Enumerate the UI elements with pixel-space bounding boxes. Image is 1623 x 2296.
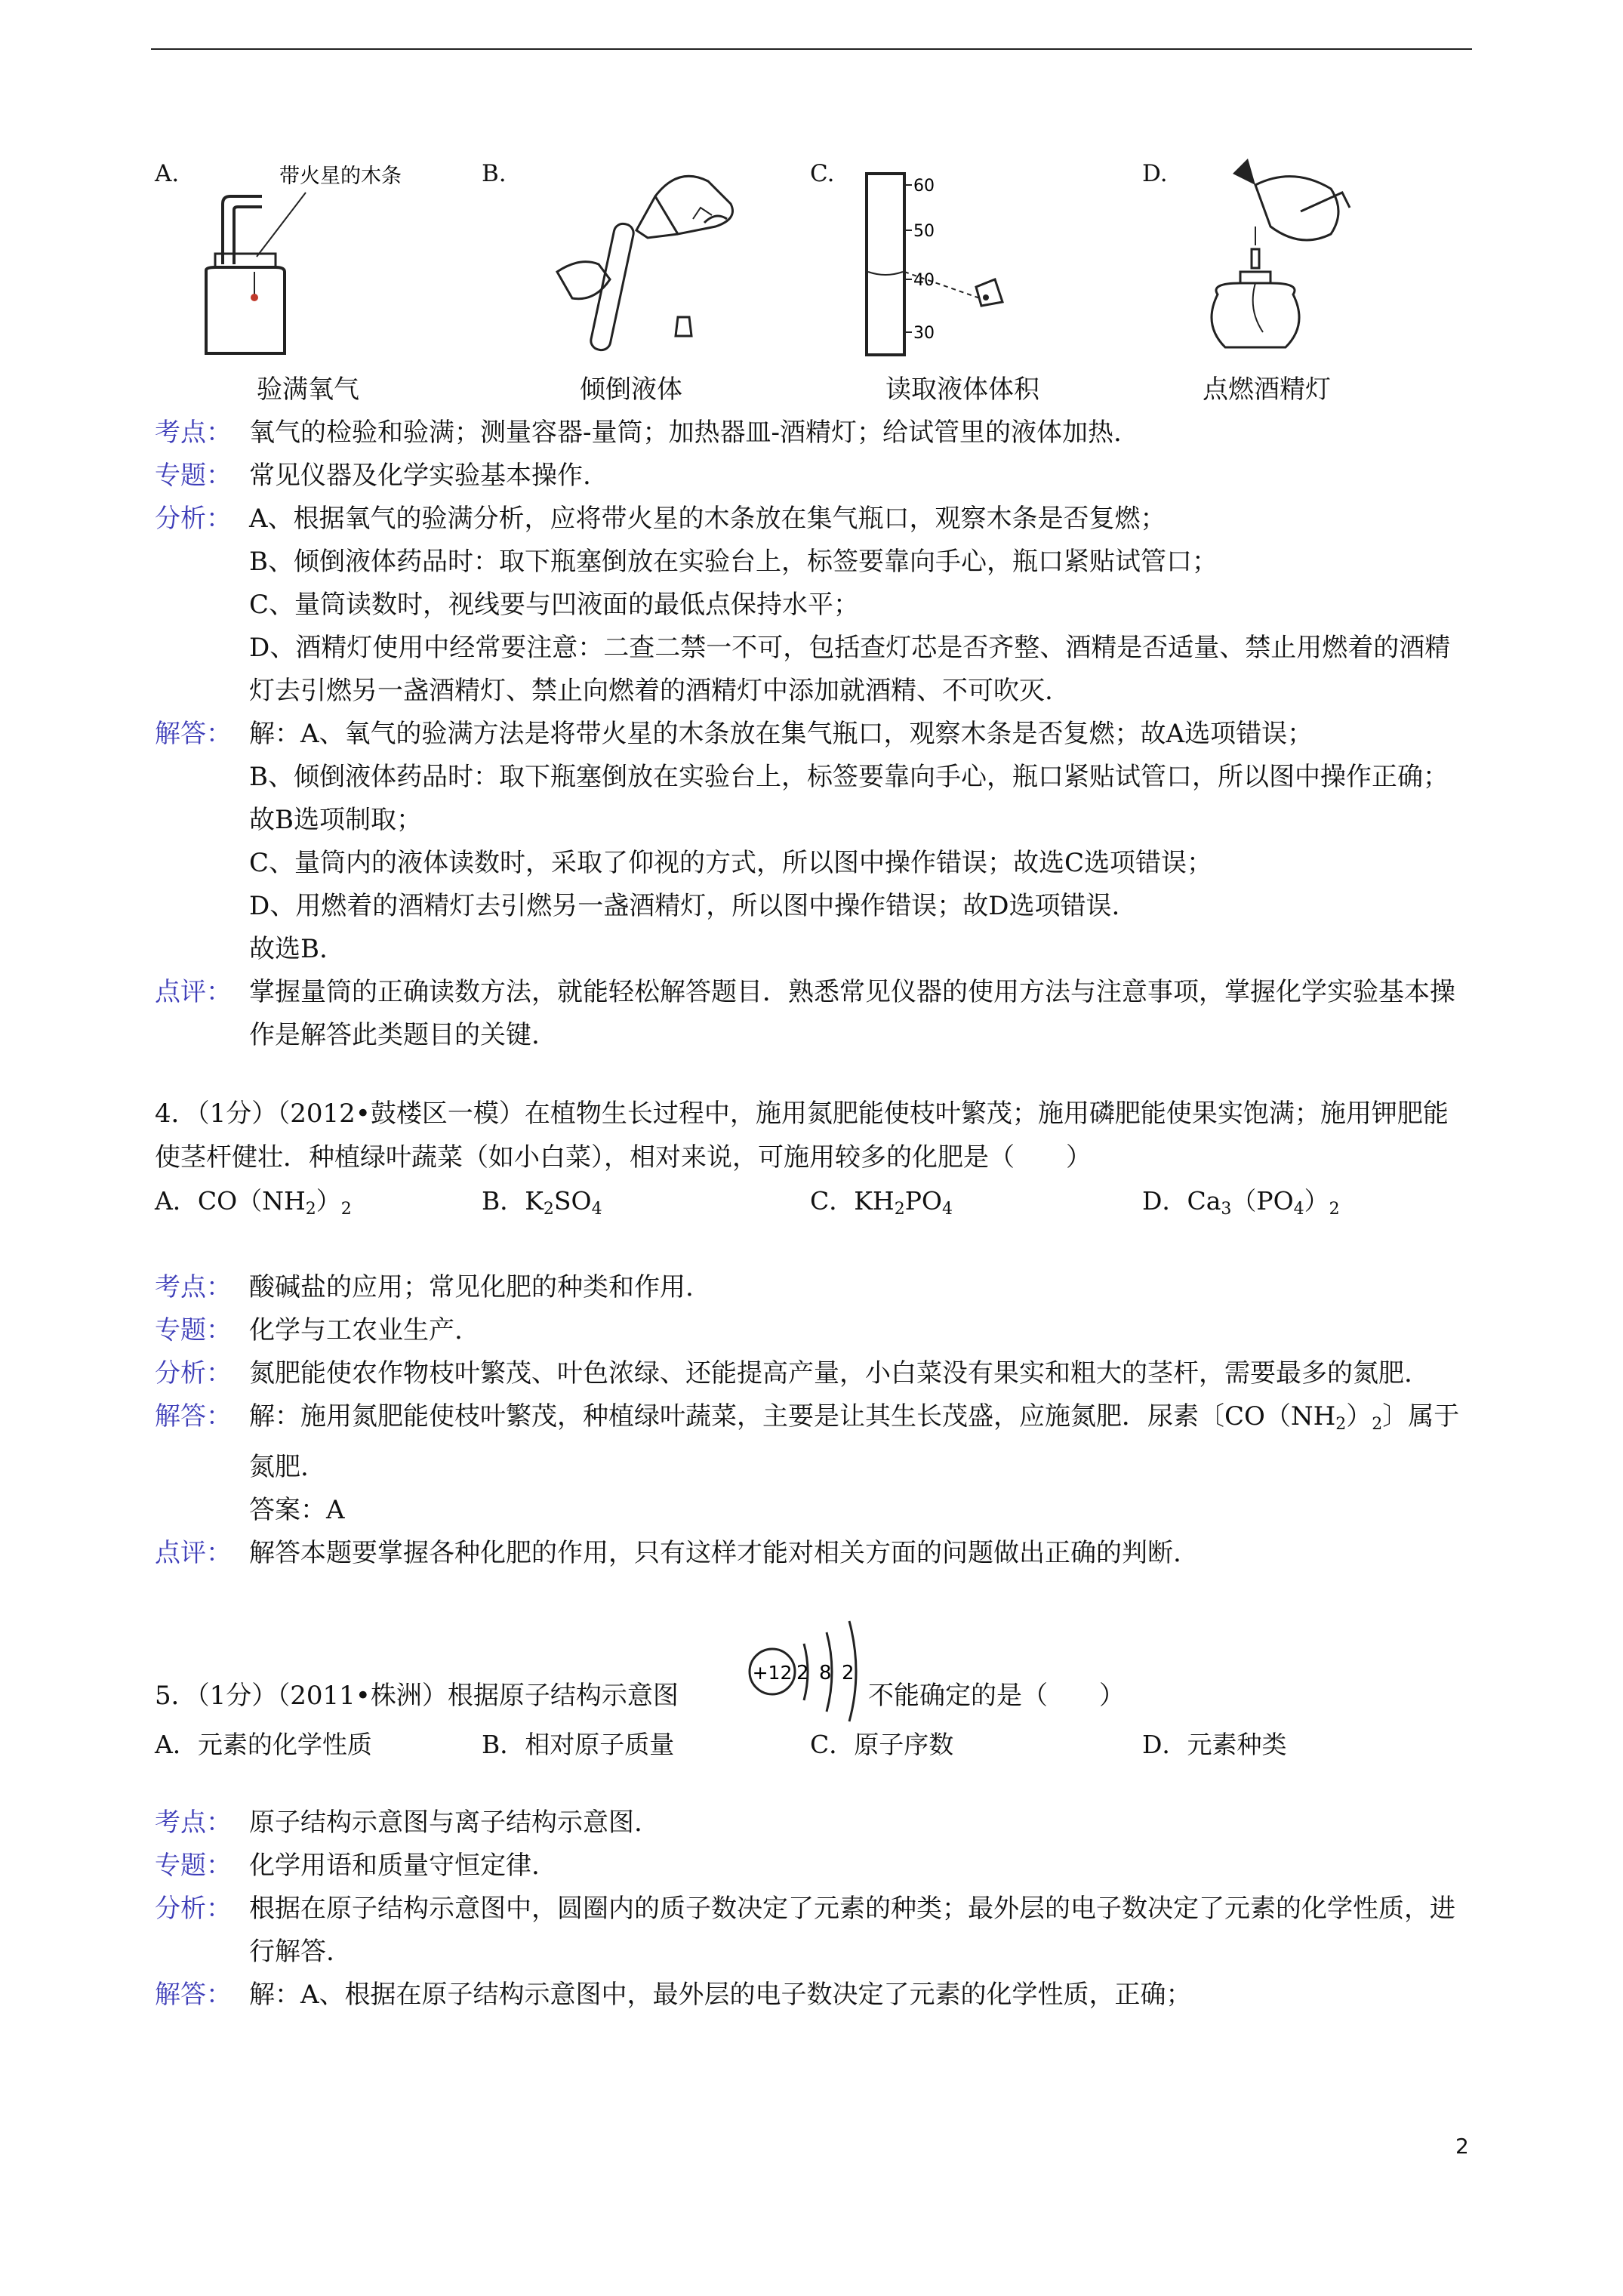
jieda-line: B、倾倒液体药品时：取下瓶塞倒放在实验台上，标签要靠向手心，瓶口紧贴试管口，所以图中操作正确；故B选项制取； bbox=[249, 762, 1449, 835]
question-stem-tail: 不能确定的是（ ） bbox=[868, 1681, 1125, 1711]
scale-label: 30 bbox=[913, 324, 935, 343]
fenxi-text bbox=[249, 498, 1472, 713]
option-b[interactable]: B．相对原子质量 bbox=[482, 1730, 675, 1759]
shell-electrons: 8 bbox=[819, 1662, 832, 1684]
fenxi-row bbox=[155, 498, 1472, 713]
kaodian-text: 氧气的检验和验满；测量容器-量筒；加热器皿-酒精灯；给试管里的液体加热. bbox=[249, 418, 1122, 448]
figure-caption: 点燃酒精灯 bbox=[1203, 374, 1331, 405]
question-stem: 4．（1分）（2012•鼓楼区一模）在植物生长过程中，施用氮肥能使枝叶繁茂；施用磷肥能使果实饱满；施用钾肥能使茎杆健壮．种植绿叶蔬菜（如小白菜），相对来说，可施用较多的化肥是（ ） bbox=[155, 1099, 1449, 1173]
jieda-line: 解：施用氮肥能使枝叶繁茂，种植绿叶蔬菜，主要是让其生长茂盛，应施氮肥．尿素〔$CO(NH_2)_2$〕属于氮肥. bbox=[249, 1401, 1460, 1482]
jieda-text: 解：A、根据在原子结构示意图中，最外层的电子数决定了元素的化学性质，正确； bbox=[249, 1980, 1192, 2010]
dianping-label: 点评： bbox=[155, 977, 232, 1007]
atom-structure-diagram bbox=[744, 1610, 872, 1723]
q3-analysis bbox=[155, 411, 1472, 1057]
jieda-line: D、用燃着的酒精灯去引燃另一盏酒精灯，所以图中操作错误；故D选项错误. bbox=[249, 891, 1120, 921]
jieda-text bbox=[249, 713, 1472, 971]
jieda-label: 解答： bbox=[155, 1401, 232, 1432]
zhuanti-text: 常见仪器及化学实验基本操作. bbox=[249, 461, 591, 491]
nucleus-charge: +12 bbox=[752, 1662, 793, 1684]
option-c[interactable]: C．$KH_2PO_4$ bbox=[810, 1186, 953, 1219]
jieda-row bbox=[155, 1395, 1472, 1532]
figure-d bbox=[1142, 151, 1467, 411]
fenxi-label: 分析： bbox=[155, 504, 232, 534]
jieda-line: C、量筒内的液体读数时，采取了仰视的方式，所以图中操作错误；故选C选项错误； bbox=[249, 848, 1213, 878]
alcohol-lamp-image bbox=[1187, 151, 1414, 362]
fenxi-line: D、酒精灯使用中经常要注意：二查二禁一不可，包括查灯芯是否齐整、酒精是否适量、禁止用燃着的酒精灯去引燃另一盏酒精灯、禁止向燃着的酒精灯中添加就酒精、不可吹灭. bbox=[249, 633, 1451, 706]
scale-label: 40 bbox=[913, 271, 935, 290]
scale-label: 50 bbox=[913, 222, 935, 241]
option-list bbox=[155, 1179, 1472, 1231]
page-content bbox=[155, 151, 1472, 2017]
fenxi-line: C、量筒读数时，视线要与凹液面的最低点保持水平； bbox=[249, 590, 860, 620]
splint-label: 带火星的木条 bbox=[279, 165, 402, 188]
shell-electrons: 2 bbox=[796, 1662, 809, 1684]
fenxi-text: 根据在原子结构示意图中，圆圈内的质子数决定了元素的种类；最外层的电子数决定了元素的化学性质，进行解答. bbox=[249, 1894, 1455, 1967]
option-a[interactable]: A．$CO(NH_2)_2$ bbox=[155, 1186, 352, 1219]
fenxi-label: 分析： bbox=[155, 1894, 232, 1924]
jieda-label: 解答： bbox=[155, 719, 232, 749]
figure-letter: B. bbox=[482, 160, 507, 187]
dianping-text: 掌握量筒的正确读数方法，就能轻松解答题目．熟悉常见仪器的使用方法与注意事项，掌握化学实验基本操作是解答此类题目的关键. bbox=[249, 977, 1455, 1050]
figure-letter: A. bbox=[155, 160, 180, 187]
page-number: 2 bbox=[1455, 2134, 1469, 2159]
figure-b bbox=[482, 151, 806, 411]
cylinder-reading-image bbox=[852, 151, 1093, 362]
figure-caption: 倾倒液体 bbox=[580, 374, 682, 405]
jieda-line: 解：A、氧气的验满方法是将带火星的木条放在集气瓶口，观察木条是否复燃；故A选项错误； bbox=[249, 719, 1313, 749]
zhuanti-text: 化学用语和质量守恒定律. bbox=[249, 1851, 540, 1881]
kaodian-label: 考点： bbox=[155, 418, 232, 448]
kaodian-label: 考点： bbox=[155, 1808, 232, 1838]
dianping-row bbox=[155, 1532, 1472, 1575]
fenxi-row bbox=[155, 1888, 1472, 1974]
question-stem-row bbox=[155, 1610, 1472, 1723]
zhuanti-row bbox=[155, 1845, 1472, 1888]
answer-line: 答案：A bbox=[249, 1495, 345, 1525]
fenxi-label: 分析： bbox=[155, 1358, 232, 1388]
option-a[interactable]: A．元素的化学性质 bbox=[155, 1730, 372, 1759]
zhuanti-row bbox=[155, 455, 1472, 498]
jieda-label: 解答： bbox=[155, 1980, 232, 2010]
kaodian-label: 考点： bbox=[155, 1272, 232, 1302]
zhuanti-row bbox=[155, 1309, 1472, 1352]
kaodian-text: 原子结构示意图与离子结构示意图. bbox=[249, 1808, 642, 1838]
zhuanti-text: 化学与工农业生产. bbox=[249, 1315, 463, 1345]
zhuanti-label: 专题： bbox=[155, 461, 232, 491]
gas-bottle-image bbox=[192, 151, 419, 362]
fenxi-text: 氮肥能使农作物枝叶繁茂、叶色浓绿、还能提高产量，小白菜没有果实和粗大的茎杆，需要最多的氮肥. bbox=[249, 1358, 1412, 1388]
header-rule bbox=[151, 48, 1472, 50]
zhuanti-label: 专题： bbox=[155, 1315, 232, 1345]
jieda-text bbox=[249, 1395, 1472, 1532]
kaodian-row bbox=[155, 411, 1472, 455]
fenxi-line: B、倾倒液体药品时：取下瓶塞倒放在实验台上，标签要靠向手心，瓶口紧贴试管口； bbox=[249, 547, 1218, 577]
option-b[interactable]: B．$K_2SO_4$ bbox=[482, 1186, 602, 1219]
question-stem: 5．（1分）（2011•株洲）根据原子结构示意图 bbox=[155, 1681, 679, 1711]
option-list bbox=[155, 1723, 1472, 1767]
jieda-row bbox=[155, 713, 1472, 971]
figure-row bbox=[155, 151, 1472, 411]
kaodian-text: 酸碱盐的应用；常见化肥的种类和作用. bbox=[249, 1272, 694, 1302]
figure-a bbox=[155, 151, 479, 411]
figure-caption: 验满氧气 bbox=[257, 374, 359, 405]
pouring-liquid-image bbox=[527, 151, 753, 362]
fenxi-row bbox=[155, 1352, 1472, 1395]
shell-electrons: 2 bbox=[842, 1662, 855, 1684]
dianping-text: 解答本题要掌握各种化肥的作用，只有这样才能对相关方面的问题做出正确的判断. bbox=[249, 1538, 1181, 1568]
option-d[interactable]: D．$Ca_3(PO_4)_2$ bbox=[1142, 1186, 1340, 1219]
option-c[interactable]: C．原子序数 bbox=[810, 1730, 954, 1759]
scale-label: 60 bbox=[913, 177, 935, 196]
fenxi-line: A、根据氧气的验满分析，应将带火星的木条放在集气瓶口，观察木条是否复燃； bbox=[249, 504, 1166, 534]
question-5 bbox=[155, 1610, 1472, 2017]
dianping-label: 点评： bbox=[155, 1538, 232, 1568]
figure-letter: C. bbox=[810, 160, 835, 187]
zhuanti-label: 专题： bbox=[155, 1851, 232, 1881]
kaodian-row bbox=[155, 1801, 1472, 1845]
dianping-row bbox=[155, 971, 1472, 1057]
figure-c bbox=[810, 151, 1135, 411]
figure-letter: D. bbox=[1142, 160, 1168, 187]
jieda-row bbox=[155, 1974, 1472, 2017]
kaodian-row bbox=[155, 1266, 1472, 1309]
jieda-line: 故选B. bbox=[249, 934, 328, 964]
figure-caption: 读取液体体积 bbox=[885, 374, 1039, 405]
option-d[interactable]: D．元素种类 bbox=[1142, 1730, 1287, 1759]
question-4 bbox=[155, 1092, 1472, 1575]
